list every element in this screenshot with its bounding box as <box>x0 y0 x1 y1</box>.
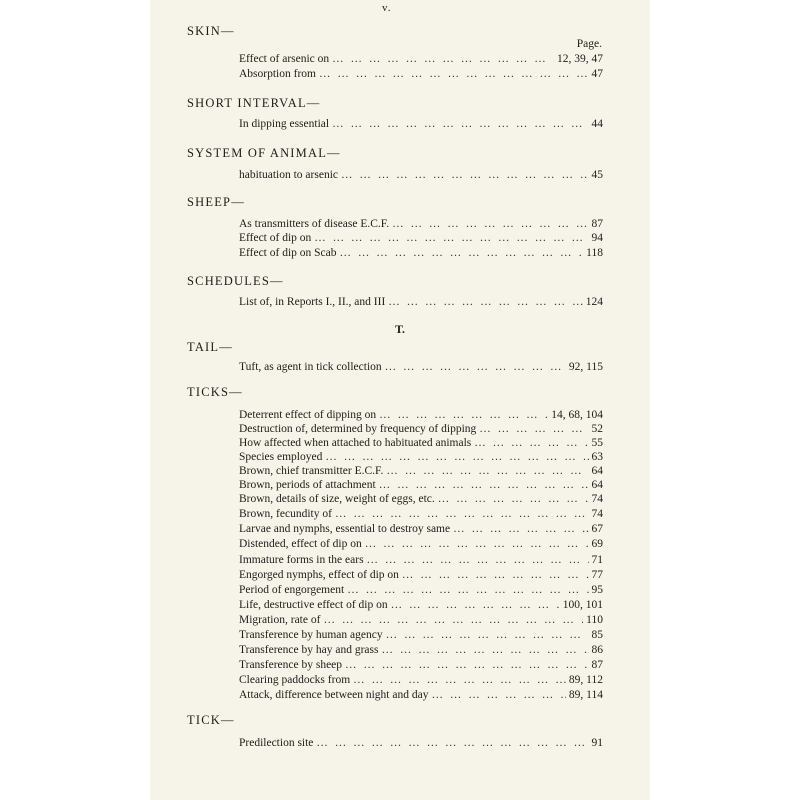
index-entry: Predilection site … … … … … … … … … … … … … … … … … … … … … … … … … … … … … … … … … … … … 91 <box>239 736 603 750</box>
heading-skin: SKIN— <box>187 24 235 38</box>
index-entry: Brown, periods of attachment … … … … … … … … … … … … … … … … … … … … … … … … … … … … … … … … … … … … 64 <box>239 478 603 492</box>
page-number: v. <box>382 2 392 14</box>
index-entry: Life, destructive effect of dip on … … … … … … … … … … … … … … … … … … … … … … … … … … … … … … … … … … … … 100, 101 <box>239 598 603 612</box>
heading-schedules: SCHEDULES— <box>187 274 284 288</box>
index-entry: Brown, details of size, weight of eggs, etc. … … … … … … … … … … … … … … … … … … … … … … … … … … … … … … … … … … … … 74 <box>239 492 603 506</box>
index-entry: How affected when attached to habituated animals … … … … … … … … … … … … … … … … … … … … … … … … … … … … … … … … … … … … 55 <box>239 436 603 450</box>
index-entry: Destruction of, determined by frequency of dipping … … … … … … … … … … … … … … … … … … … … … … … … … … … … … … … … … … … … 52 <box>239 422 603 436</box>
section-letter: T. <box>394 322 406 336</box>
index-entry: Attack, difference between night and day … … … … … … … … … … … … … … … … … … … … … … … … … … … … … … … … … … … … 89, 114 <box>239 688 603 702</box>
index-entry: Period of engorgement … … … … … … … … … … … … … … … … … … … … … … … … … … … … … … … … … … … … 95 <box>239 583 603 597</box>
index-entry: Distended, effect of dip on … … … … … … … … … … … … … … … … … … … … … … … … … … … … … … … … … … … … 69 <box>239 537 603 551</box>
heading-system-of-animal: SYSTEM OF ANIMAL— <box>187 146 341 160</box>
index-entry: Transference by sheep … … … … … … … … … … … … … … … … … … … … … … … … … … … … … … … … … … … … 87 <box>239 658 603 672</box>
index-entry: habituation to arsenic … … … … … … … … … … … … … … … … … … … … … … … … … … … … … … … … … … … … 45 <box>239 168 603 182</box>
heading-sheep: SHEEP— <box>187 195 245 209</box>
index-entry: Brown, fecundity of … … … … … … … … … … … … … … … … … … … … … … … … … … … … … … … … … … … … 74 <box>239 507 603 521</box>
index-entry: Tuft, as agent in tick collection … … … … … … … … … … … … … … … … … … … … … … … … … … … … … … … … … … … … 92, 115 <box>239 360 603 374</box>
heading-tick: TICK— <box>187 713 235 727</box>
index-entry: Transference by human agency … … … … … … … … … … … … … … … … … … … … … … … … … … … … … … … … … … … … 85 <box>239 628 603 642</box>
index-entry: Clearing paddocks from … … … … … … … … … … … … … … … … … … … … … … … … … … … … … … … … … … … … 89, 112 <box>239 673 603 687</box>
index-entry: Effect of dip on … … … … … … … … … … … … … … … … … … … … … … … … … … … … … … … … … … … … 94 <box>239 231 603 245</box>
index-entry: List of, in Reports I., II., and III … … … … … … … … … … … … … … … … … … … … … … … … … … … … … … … … … … … … 124 <box>239 295 603 309</box>
index-entry: Transference by hay and grass … … … … … … … … … … … … … … … … … … … … … … … … … … … … … … … … … … … … 86 <box>239 643 603 657</box>
index-entry: In dipping essential … … … … … … … … … … … … … … … … … … … … … … … … … … … … … … … … … … … … 44 <box>239 117 603 131</box>
index-entry: Immature forms in the ears … … … … … … … … … … … … … … … … … … … … … … … … … … … … … … … … … … … … 71 <box>239 553 603 567</box>
index-entry: Effect of dip on Scab … … … … … … … … … … … … … … … … … … … … … … … … … … … … … … … … … … … … 118 <box>239 246 603 260</box>
index-entry: Engorged nymphs, effect of dip on … … … … … … … … … … … … … … … … … … … … … … … … … … … … … … … … … … … … 77 <box>239 568 603 582</box>
index-entry: Species employed … … … … … … … … … … … … … … … … … … … … … … … … … … … … … … … … … … … … 63 <box>239 450 603 464</box>
index-entry: Effect of arsenic on … … … … … … … … … … … … … … … … … … … … … … … … … … … … … … … … … … … … 12, 39, 47 <box>239 52 603 66</box>
heading-ticks: TICKS— <box>187 385 243 399</box>
index-entry: As transmitters of disease E.C.F. … … … … … … … … … … … … … … … … … … … … … … … … … … … … … … … … … … … … 87 <box>239 217 603 231</box>
page-column-label: Page. <box>576 38 602 50</box>
index-entry: Larvae and nymphs, essential to destroy same … … … … … … … … … … … … … … … … … … … … … … … … … … … … … … … … … … … … 67 <box>239 522 603 536</box>
heading-short-interval: SHORT INTERVAL— <box>187 96 321 110</box>
index-entry: Deterrent effect of dipping on … … … … … … … … … … … … … … … … … … … … … … … … … … … … … … … … … … … … 14, 68, 104 <box>239 408 603 422</box>
index-entry: Absorption from … … … … … … … … … … … … … … … … … … … … … … … … … … … … … … … … … … … … 47 <box>239 67 603 81</box>
index-entry: Brown, chief transmitter E.C.F. … … … … … … … … … … … … … … … … … … … … … … … … … … … … … … … … … … … … 64 <box>239 464 603 478</box>
index-entry: Migration, rate of … … … … … … … … … … … … … … … … … … … … … … … … … … … … … … … … … … … … 110 <box>239 613 603 627</box>
heading-tail: TAIL— <box>187 340 233 354</box>
